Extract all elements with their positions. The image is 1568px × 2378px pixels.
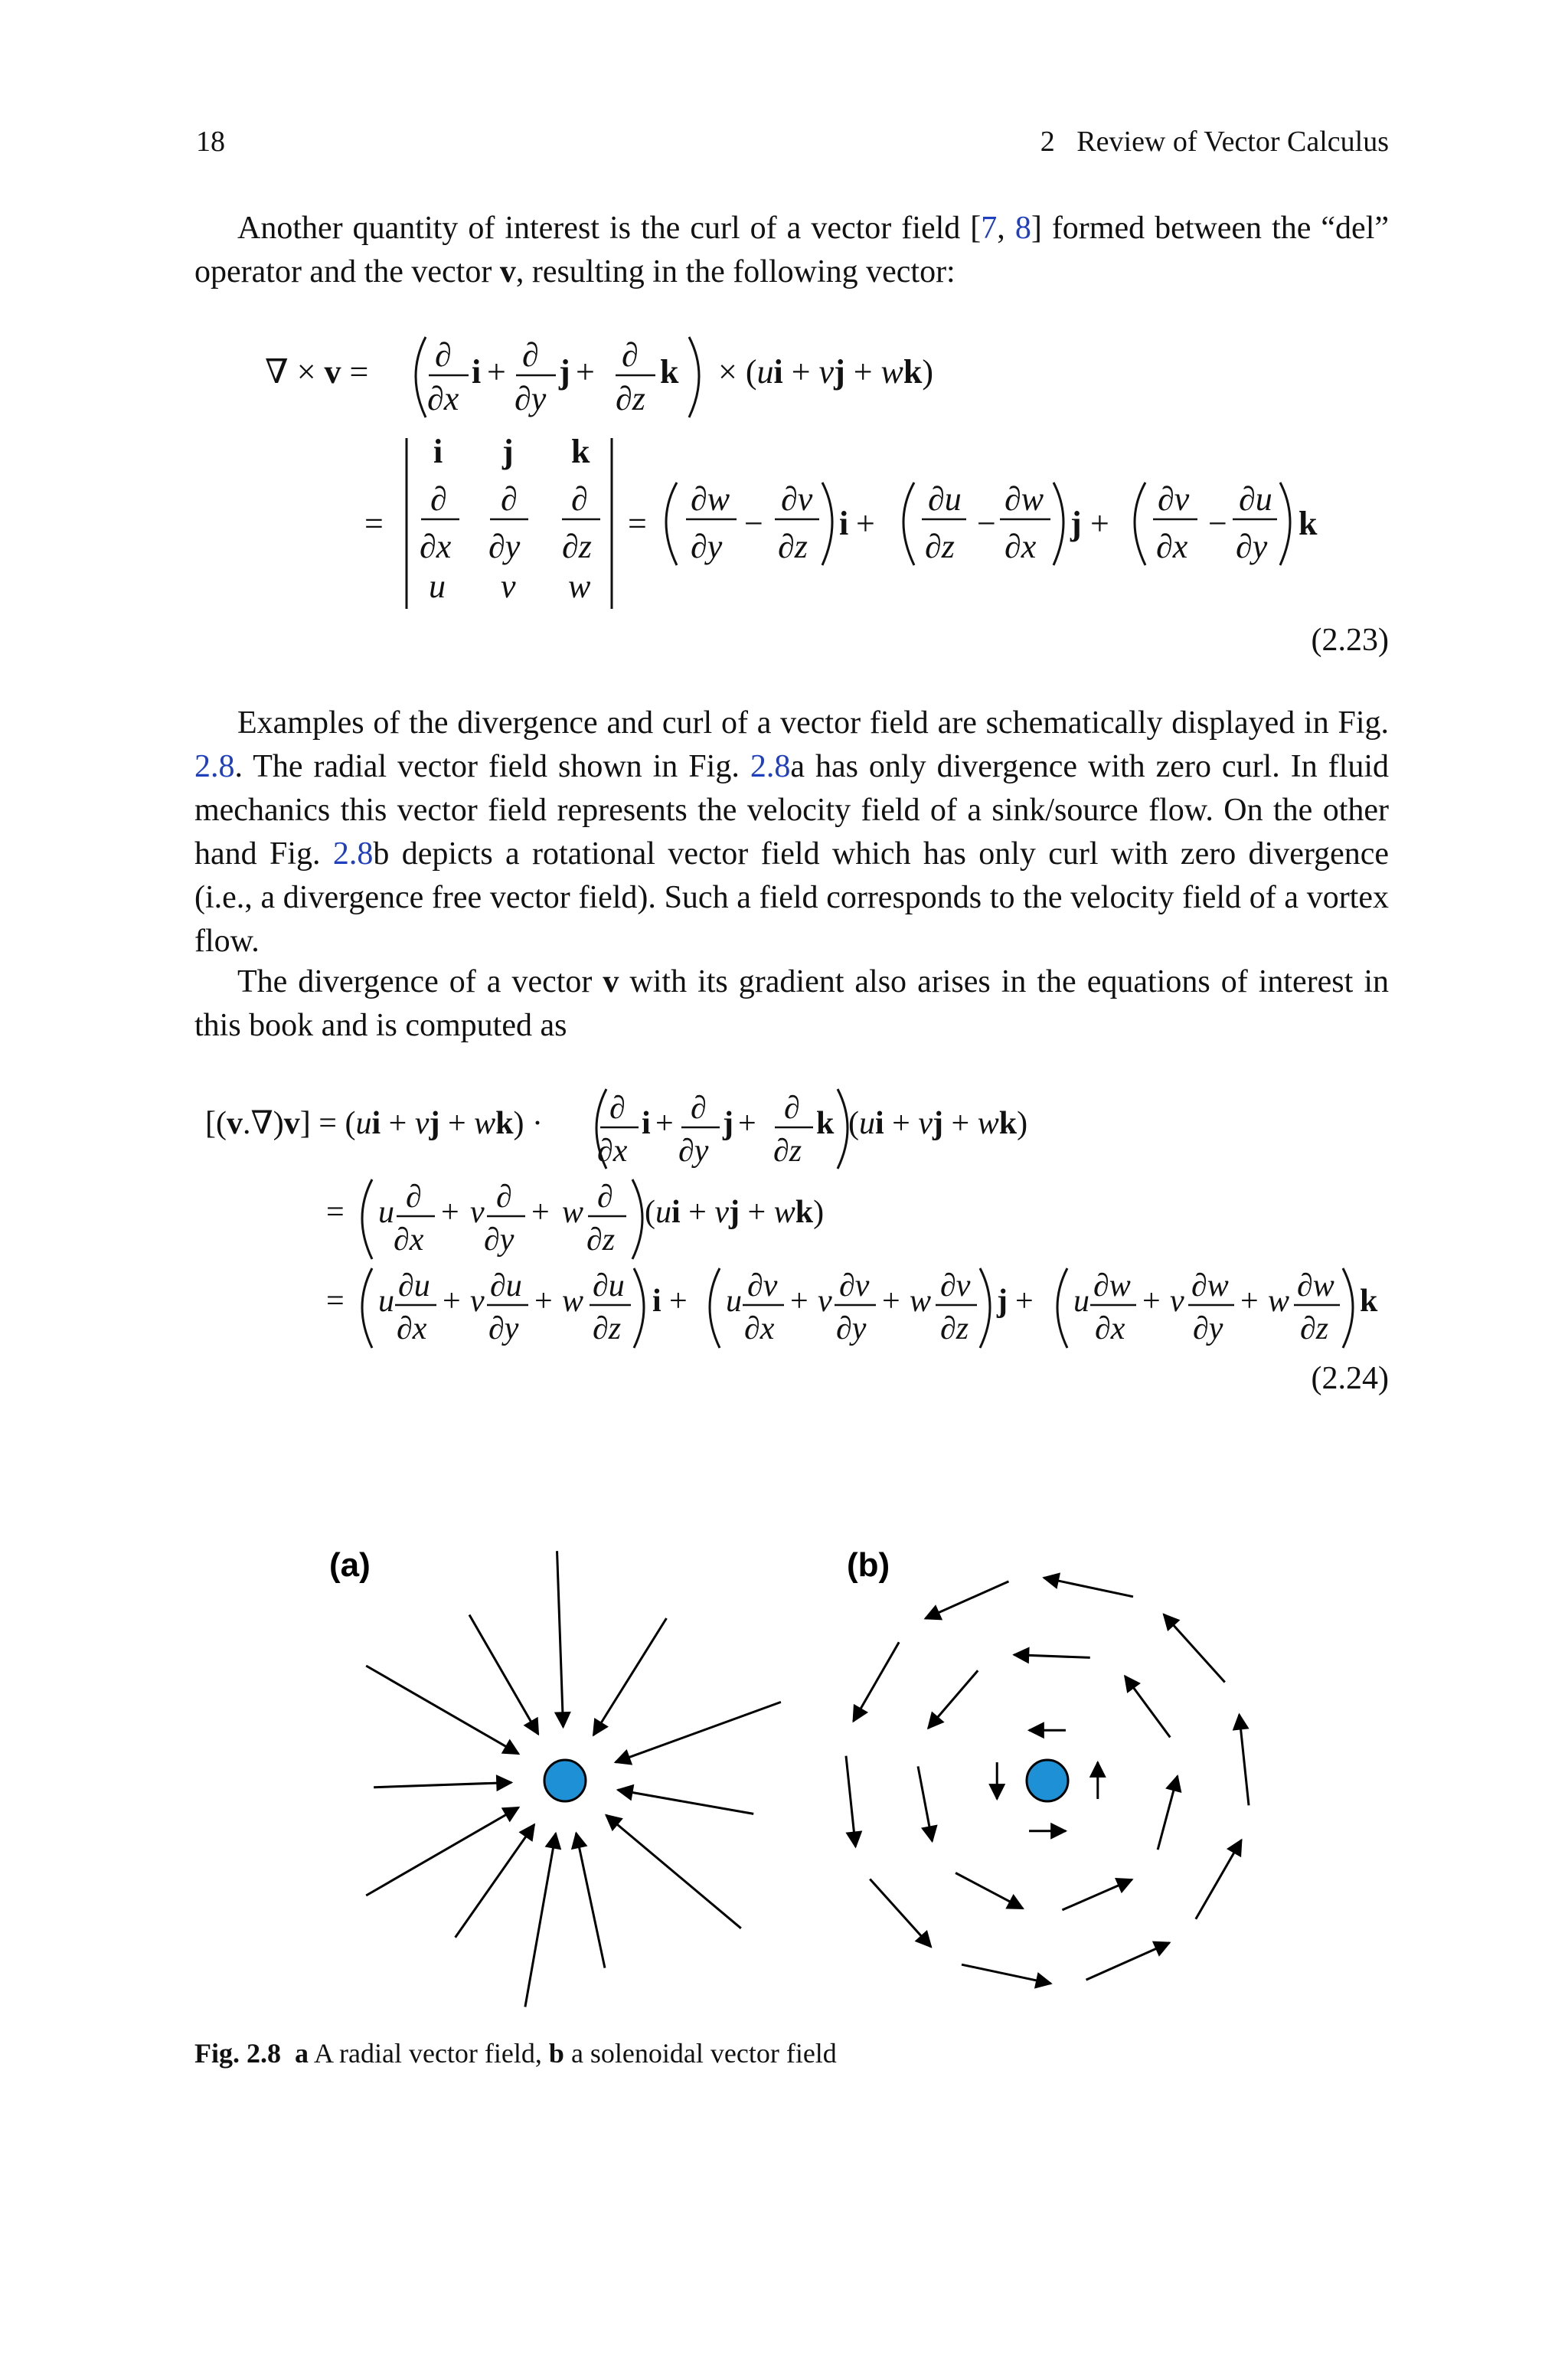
svg-text:∂x: ∂x: [394, 1222, 424, 1258]
svg-text:∂: ∂: [691, 1091, 707, 1126]
radial-arrow: [616, 1702, 781, 1762]
svg-text:=: =: [628, 505, 647, 542]
vortex-arrow: [854, 1642, 900, 1721]
paragraph-examples: Examples of the divergence and curl of a vector field are schematically displayed in Fig. 2.8. The radial vector field shown in Fig. 2.8a has only divergence with zero curl. In fluid mechanics this vector field represents the velocity field of a sink/source flow. On the other hand Fig. 2.8b depicts a rotational vector field which has only curl with zero divergence (i.e., a divergence free vector field). Such a field corresponds to the velocity field of a vortex flow.: [194, 705, 1390, 959]
svg-text:−: −: [977, 505, 996, 542]
svg-text:v: v: [470, 1284, 485, 1319]
svg-text:∂z: ∂z: [593, 1311, 622, 1346]
svg-text:∂y: ∂y: [691, 528, 723, 565]
svg-text:∂z: ∂z: [940, 1311, 969, 1346]
svg-text:∂y: ∂y: [488, 1311, 519, 1346]
svg-text:∂: ∂: [609, 1091, 626, 1126]
vortex-arrow: [1158, 1776, 1178, 1850]
svg-text:∂v: ∂v: [940, 1268, 971, 1303]
svg-text:∂v: ∂v: [781, 480, 813, 518]
running-title: 2 Review of Vector Calculus: [1040, 126, 1389, 158]
vortex-arrow: [1164, 1614, 1225, 1683]
svg-text:v: v: [470, 1195, 485, 1230]
svg-text:∂: ∂: [501, 480, 518, 518]
vortex-arrow: [962, 1964, 1051, 1984]
svg-text:∂w: ∂w: [1093, 1268, 1131, 1303]
svg-text:+: +: [576, 353, 595, 391]
svg-text:∂x: ∂x: [1156, 528, 1188, 565]
svg-text:j: j: [723, 1106, 733, 1141]
svg-text:+: +: [655, 1106, 674, 1141]
vortex-arrow: [926, 1582, 1009, 1618]
svg-text:∂u: ∂u: [490, 1268, 522, 1303]
svg-text:∂v: ∂v: [1158, 480, 1190, 518]
svg-text:+: +: [1090, 505, 1109, 542]
citation-link-8[interactable]: 8: [1014, 211, 1031, 246]
radial-arrow: [366, 1807, 518, 1896]
svg-text:∂: ∂: [597, 1179, 613, 1215]
svg-text:∂: ∂: [622, 336, 639, 374]
svg-text:+: +: [882, 1284, 900, 1319]
svg-text:k: k: [571, 433, 590, 470]
svg-text:+: +: [790, 1284, 808, 1319]
svg-text:+: +: [534, 1284, 553, 1319]
vortex-arrow: [918, 1766, 932, 1841]
svg-text:∂y: ∂y: [1193, 1311, 1223, 1346]
svg-text:× (ui + vj + wk): × (ui + vj + wk): [718, 353, 934, 391]
svg-text:j: j: [502, 433, 514, 470]
svg-text:j: j: [559, 353, 570, 391]
svg-text:∂: ∂: [496, 1179, 512, 1215]
paragraph-curl-intro: Another quantity of interest is the curl of a vector field [7, 8] formed between the “del” operator and the vector v, resulting in the following vector:: [194, 211, 1390, 289]
svg-text:u: u: [429, 568, 446, 605]
svg-text:=: =: [364, 505, 384, 542]
citation-link-7[interactable]: 7: [981, 211, 998, 246]
svg-text:v: v: [1170, 1284, 1184, 1319]
svg-text:v: v: [501, 568, 516, 605]
svg-text:∂x: ∂x: [397, 1311, 427, 1346]
svg-text:(ui + vj + wk): (ui + vj + wk): [645, 1195, 825, 1230]
svg-text:∂: ∂: [430, 480, 447, 518]
svg-text:j: j: [997, 1284, 1008, 1319]
svg-text:∂: ∂: [522, 336, 539, 374]
sink-center: [544, 1760, 586, 1801]
svg-text:∂x: ∂x: [427, 380, 459, 417]
svg-text:∂w: ∂w: [1004, 480, 1044, 518]
vortex-arrow: [956, 1873, 1023, 1909]
svg-text:∂v: ∂v: [747, 1268, 778, 1303]
svg-text:k: k: [816, 1106, 835, 1141]
svg-text:+: +: [531, 1195, 550, 1230]
page-number: 18: [196, 126, 225, 158]
svg-text:+: +: [1142, 1284, 1161, 1319]
radial-arrow: [469, 1614, 538, 1734]
svg-text:∂y: ∂y: [514, 380, 547, 417]
svg-text:∂x: ∂x: [1095, 1311, 1125, 1346]
svg-text:∂z: ∂z: [616, 380, 645, 417]
svg-text:=: =: [326, 1284, 345, 1319]
svg-text:+: +: [856, 505, 875, 542]
radial-arrow: [456, 1824, 534, 1937]
vortex-arrow: [1196, 1840, 1242, 1918]
svg-text:−: −: [1208, 505, 1227, 542]
svg-text:∂y: ∂y: [488, 528, 521, 565]
svg-text:w: w: [562, 1284, 584, 1319]
svg-text:i: i: [433, 433, 443, 470]
svg-text:∂w: ∂w: [1297, 1268, 1334, 1303]
vortex-arrow: [928, 1670, 978, 1728]
svg-text:∂w: ∂w: [1191, 1268, 1229, 1303]
svg-text:∂z: ∂z: [778, 528, 808, 565]
svg-text:+: +: [669, 1284, 688, 1319]
svg-text:+: +: [441, 1195, 459, 1230]
svg-text:u: u: [378, 1195, 394, 1230]
figure-link-2-8b[interactable]: 2.8: [332, 836, 374, 872]
svg-text:i: i: [839, 505, 849, 542]
svg-text:+: +: [487, 353, 506, 391]
radial-arrow: [374, 1782, 511, 1787]
radial-arrow: [606, 1815, 741, 1928]
svg-text:∂: ∂: [784, 1091, 800, 1126]
panel-label-a: (a): [329, 1546, 371, 1584]
svg-text:∂z: ∂z: [925, 528, 955, 565]
svg-text:+: +: [443, 1284, 461, 1319]
vortex-center: [1027, 1760, 1068, 1801]
figure-caption: Fig. 2.8 a A radial vector field, b a solenoidal vector field: [194, 2038, 837, 2069]
svg-text:+: +: [738, 1106, 756, 1141]
svg-text:w: w: [910, 1284, 932, 1319]
radial-arrow: [366, 1666, 518, 1754]
svg-text:∂z: ∂z: [773, 1133, 802, 1169]
svg-text:∇ × v =: ∇ × v =: [265, 353, 369, 391]
radial-arrow: [557, 1551, 564, 1727]
vortex-arrow: [1044, 1578, 1133, 1597]
svg-text:∂x: ∂x: [420, 528, 452, 565]
svg-text:∂u: ∂u: [593, 1268, 625, 1303]
vortex-arrow: [1240, 1715, 1249, 1806]
equation-number-2-24: (2.24): [1311, 1361, 1389, 1396]
svg-text:∂z: ∂z: [1300, 1311, 1329, 1346]
svg-text:k: k: [660, 353, 679, 391]
svg-text:∂: ∂: [406, 1179, 422, 1215]
svg-text:v: v: [818, 1284, 832, 1319]
equation-number-2-23: (2.23): [1311, 623, 1389, 658]
svg-text:i: i: [652, 1284, 662, 1319]
svg-text:i: i: [642, 1106, 651, 1141]
svg-text:∂x: ∂x: [597, 1133, 628, 1169]
svg-text:u: u: [1073, 1284, 1089, 1319]
vortex-arrow: [1014, 1655, 1089, 1658]
svg-text:∂v: ∂v: [839, 1268, 870, 1303]
vortex-arrow: [1125, 1676, 1170, 1737]
svg-text:∂: ∂: [435, 336, 452, 374]
svg-text:∂w: ∂w: [691, 480, 730, 518]
figure-link-2-8a[interactable]: 2.8: [750, 749, 791, 784]
svg-text:i: i: [472, 353, 482, 391]
svg-text:∂y: ∂y: [678, 1133, 709, 1169]
svg-text:∂: ∂: [571, 480, 588, 518]
svg-text:=: =: [326, 1195, 345, 1230]
svg-text:∂u: ∂u: [1239, 480, 1272, 518]
svg-text:j: j: [1070, 505, 1082, 542]
vortex-arrow: [846, 1756, 855, 1847]
svg-text:∂x: ∂x: [1004, 528, 1037, 565]
equation-2-23: [0, 0, 1568, 689]
svg-text:+: +: [1240, 1284, 1259, 1319]
svg-text:−: −: [744, 505, 763, 542]
svg-text:∂u: ∂u: [398, 1268, 430, 1303]
radial-arrow: [525, 1833, 556, 2007]
vortex-arrow: [1086, 1943, 1170, 1980]
svg-text:∂u: ∂u: [928, 480, 962, 518]
radial-arrow: [593, 1618, 666, 1735]
svg-text:∂z: ∂z: [586, 1222, 616, 1258]
svg-text:(ui + vj + wk): (ui + vj + wk): [848, 1106, 1028, 1141]
svg-text:∂y: ∂y: [484, 1222, 514, 1258]
svg-text:w: w: [562, 1195, 584, 1230]
figure-2-8: [0, 1516, 1568, 2022]
svg-text:w: w: [568, 568, 591, 605]
svg-text:[(v.∇)v] = (ui + vj + wk) ·: [(v.∇)v] = (ui + vj + wk) ·: [205, 1106, 544, 1141]
paragraph-divergence-gradient: The divergence of a vector v with its gradient also arises in the equations of interest in this book and is computed as: [194, 964, 1389, 1043]
vortex-arrow: [870, 1879, 931, 1947]
svg-text:∂x: ∂x: [744, 1311, 775, 1346]
radial-arrow: [577, 1833, 605, 1967]
svg-text:u: u: [726, 1284, 742, 1319]
svg-text:k: k: [1298, 505, 1318, 542]
svg-text:+: +: [1015, 1284, 1034, 1319]
svg-text:∂z: ∂z: [562, 528, 592, 565]
vortex-arrow: [1062, 1879, 1132, 1910]
svg-text:w: w: [1268, 1284, 1290, 1319]
radial-arrow: [618, 1790, 753, 1814]
panel-label-b: (b): [847, 1546, 890, 1584]
svg-text:k: k: [1360, 1284, 1378, 1319]
svg-text:∂y: ∂y: [1236, 528, 1268, 565]
figure-link-2-8[interactable]: 2.8: [194, 749, 235, 784]
svg-text:u: u: [378, 1284, 394, 1319]
svg-text:∂y: ∂y: [836, 1311, 867, 1346]
